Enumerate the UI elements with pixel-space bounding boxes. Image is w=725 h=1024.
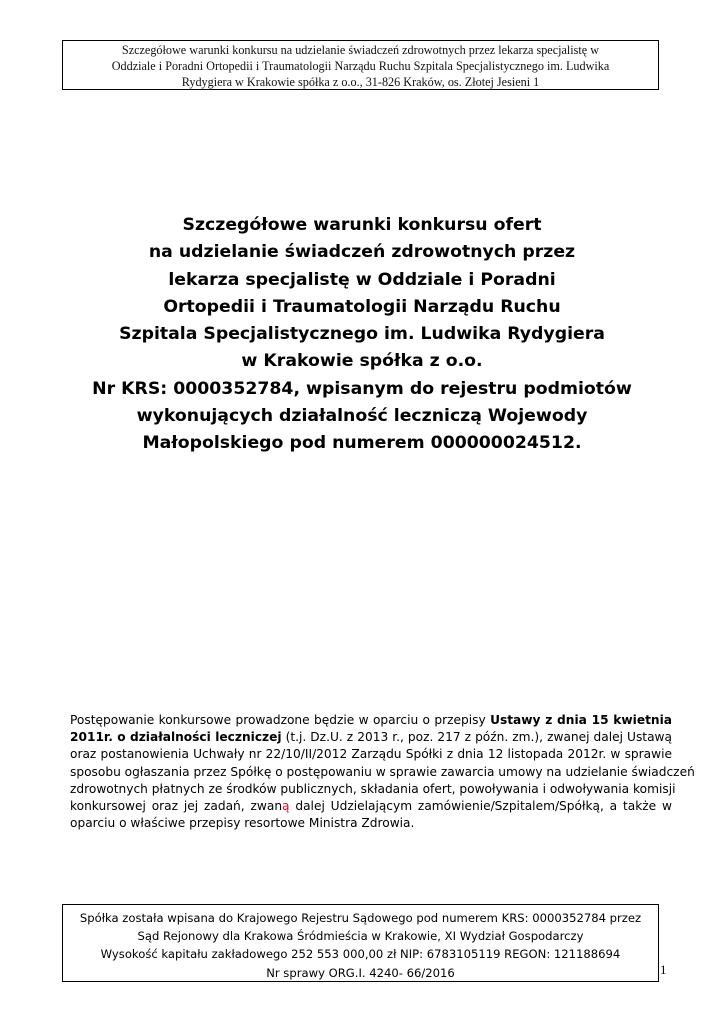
paragraph-line-2 <box>70 729 672 746</box>
highlighted-letter: ą <box>282 799 290 814</box>
header-line-1: Szczegółowe warunki konkursu na udzielanie świadczeń zdrowotnych przez lekarza specjalistę w <box>121 43 600 57</box>
paragraph-line-6 <box>70 798 672 815</box>
running-header <box>62 40 659 90</box>
title-line-2: na udzielanie świadczeń zdrowotnych przez <box>148 242 576 263</box>
footer-line-1: Spółka została wpisana do Krajowego Rejestru Sądowego pod numerem KRS: 0000352784 przez <box>79 911 642 925</box>
footer-line-4: Nr sprawy ORG.I. 4240- 66/2016 <box>266 965 455 980</box>
paragraph-line-7: oparciu o właściwe przepisy resortowe Ministra Zdrowia. <box>70 816 415 831</box>
title-line-8: wykonujących działalność leczniczą Wojewody <box>136 406 588 427</box>
title-line-5: Szpitala Specjalistycznego im. Ludwika Rydygiera <box>119 324 605 345</box>
title-line-3: lekarza specjalistę w Oddziale i Poradni <box>168 269 556 290</box>
header-line-3: Rydygiera w Krakowie spółka z o.o., 31-826 Kraków, os. Złotej Jesieni 1 <box>181 75 540 89</box>
company-footer <box>62 904 659 982</box>
title-line-7: Nr KRS: 0000352784, wpisanym do rejestru podmiotów <box>92 378 632 399</box>
paragraph-line-3: oraz postanowienia Uchwały nr 22/10/II/2012 Zarządu Spółki z dnia 12 listopada 2012r. w sprawie <box>70 747 672 762</box>
law-reference-cont: 2011r. o działalności leczniczej <box>70 730 282 745</box>
footer-line-2: Sąd Rejonowy dla Krakowa Śródmieścia w Krakowie, XI Wydział Gospodarczy <box>137 929 584 944</box>
title-line-1: Szczegółowe warunki konkursu ofert <box>182 215 542 235</box>
paragraph-text: dalej Udzielającym zamówienie/Szpitalem/Spółką, a także w <box>289 799 672 814</box>
paragraph-text: konkursowej oraz jej zadań, zwan <box>70 799 283 814</box>
law-reference: Ustawy z dnia 15 kwietnia <box>490 713 672 727</box>
paragraph-text: Postępowanie konkursowe prowadzone będzie w oparciu o przepisy <box>70 713 491 727</box>
title-line-6: w Krakowie spółka z o.o. <box>241 351 483 372</box>
title-line-9: Małopolskiego pod numerem 000000024512. <box>142 433 582 454</box>
document-title <box>62 212 662 458</box>
paragraph-text: (t.j. Dz.U. z 2013 r., poz. 217 z późn. zm.), zwanej dalej Ustawą <box>281 730 672 745</box>
page-number: 1 <box>660 962 667 977</box>
paragraph-line-4: sposobu ogłaszania przez Spółkę o postępowaniu w sprawie zawarcia umowy na udzielanie świadczeń <box>70 764 695 779</box>
paragraph-line-1 <box>70 712 672 729</box>
title-line-4: Ortopedii i Traumatologii Narządu Ruchu <box>163 296 561 317</box>
paragraph-line-5: zdrowotnych płatnych ze środków publicznych, składania ofert, powoływania i odwoływania komisji <box>70 781 676 796</box>
footer-line-3: Wysokość kapitału zakładowego 252 553 000,00 zł NIP: 6783105119 REGON: 121188694 <box>100 947 621 962</box>
intro-paragraph <box>70 712 695 832</box>
header-line-2: Oddziale i Poradni Ortopedii i Traumatologii Narządu Ruchu Szpitala Specjalistycznego im. Ludwika <box>111 59 610 73</box>
